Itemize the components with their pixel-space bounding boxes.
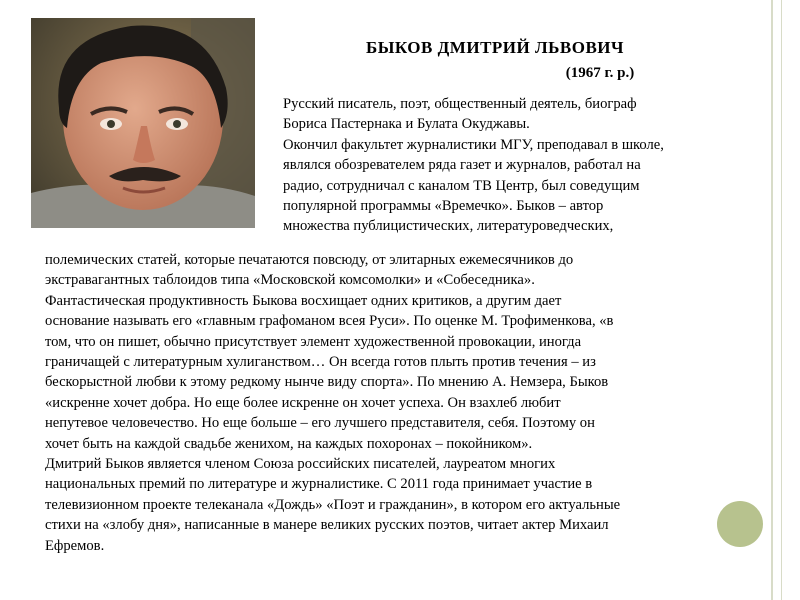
body-line: полемических статей, которые печатаются повсюду, от элитарных ежемесячников до [45, 252, 574, 268]
body-line: Ефремов. [45, 537, 105, 554]
body-line: экстравагантных таблоидов типа «Московской комсомолки» и «Собеседника». [45, 272, 535, 289]
body-line: бескорыстной любви к этому редкому нынче виду спорта». По мнению А. Немзера, Быков [45, 374, 609, 391]
intro-line: популярной программы «Времечко». Быков – автор [283, 198, 604, 215]
body-line: Фантастическая продуктивность Быкова восхищает одних критиков, а другим дает [45, 292, 562, 309]
body-line: телевизионном проекте телеканала «Дождь» «Поэт и гражданин», в котором его актуальные [45, 496, 621, 513]
body-line: основание называть его «главным графоманом всея Руси». По оценке М. Трофименкова, «в [45, 313, 614, 330]
body-line: Дмитрий Быков является членом Союза российских писателей, лауреатом многих [45, 456, 556, 473]
life-years: (1967 г. р.) [565, 65, 635, 81]
intro-line: являлся обозревателем ряда газет и журналов, работал на [283, 157, 641, 174]
portrait-illustration [31, 18, 255, 228]
author-portrait-photo [31, 18, 255, 228]
slide-border-line-inner [781, 0, 782, 600]
body-line: хочет быть на каждой свадьбе женихом, на каждых похоронах – покойником». [45, 435, 533, 452]
intro-line: радио, сотрудничал с каналом ТВ Центр, был соведущим [283, 177, 640, 194]
intro-line: множества публицистических, литературоведческих, [283, 218, 614, 235]
page-title: БЫКОВ ДМИТРИЙ ЛЬВОВИЧ [365, 38, 625, 57]
biography-text [45, 250, 751, 556]
body-line: непутевое человечество. Но еще больше – его лучшего представителя, себя. Поэтому он [45, 415, 595, 432]
intro-paragraph [283, 94, 753, 237]
body-line: граничащей с литературным хулиганством… Он всегда готов плыть против течения – из [45, 354, 596, 371]
body-line: «искренне хочет добра. Но еще более искренне он хочет успеха. Он взахлеб любит [45, 394, 561, 411]
intro-line: Бориса Пастернака и Булата Окуджавы. [283, 116, 530, 133]
body-line: национальных премий по литературе и журналистике. С 2011 года принимает участие в [45, 476, 593, 493]
intro-line: Окончил факультет журналистики МГУ, преподавал в школе, [283, 136, 664, 153]
body-line: том, что он пишет, обычно присутствует элемент художественной провокации, иногда [45, 333, 582, 350]
body-line: стихи на «злобу дня», написанные в манере великих русских поэтов, читает актер Михаил [45, 517, 609, 534]
slide-border-line [771, 0, 773, 600]
intro-line: Русский писатель, поэт, общественный деятель, биограф [283, 96, 637, 112]
decorative-circle [717, 501, 763, 547]
